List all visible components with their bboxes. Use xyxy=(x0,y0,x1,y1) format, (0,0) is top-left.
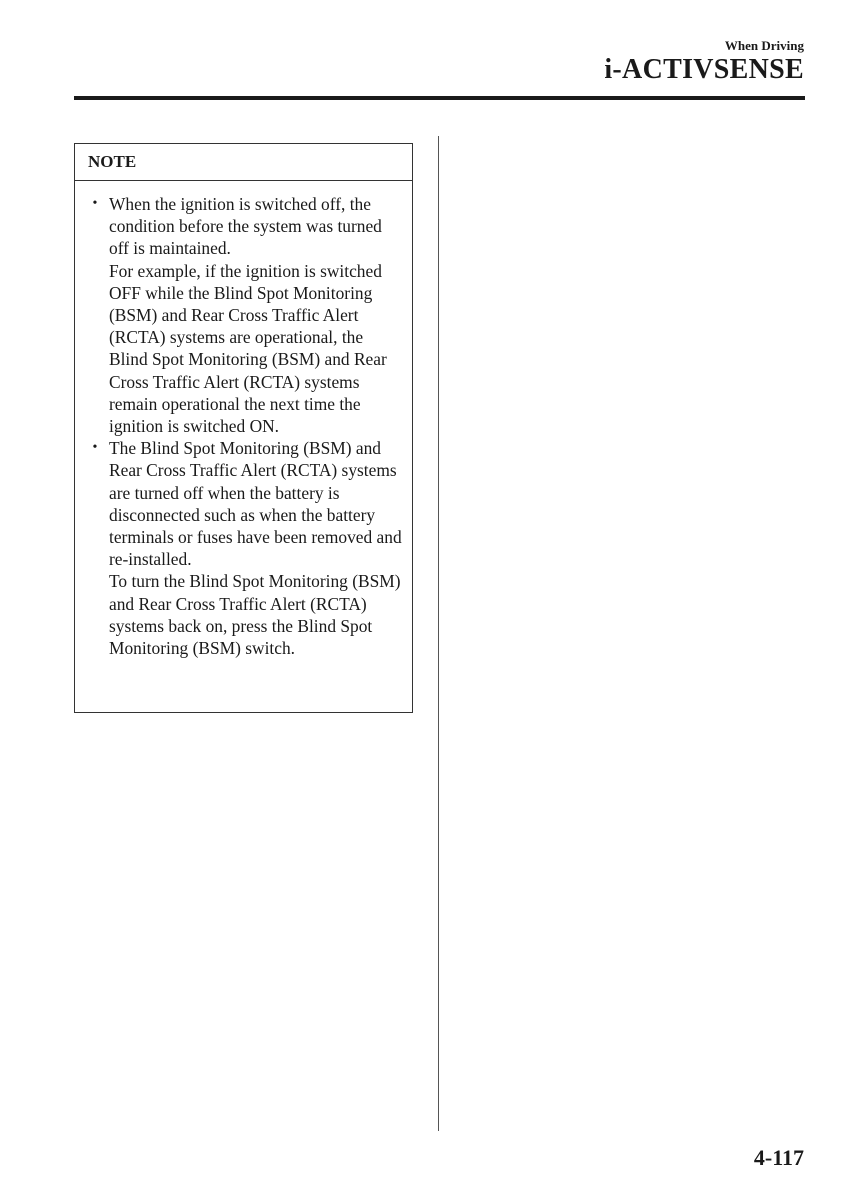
note-paragraph: To turn the Blind Spot Monitoring (BSM) and Rear Cross Traffic Alert (RCTA) systems back on, press the Blind Spot Monitoring (BSM) switch. xyxy=(109,571,401,659)
bullet-icon: • xyxy=(92,196,98,211)
note-heading: NOTE xyxy=(75,144,412,181)
note-paragraph: For example, if the ignition is switched OFF while the Blind Spot Monitoring (BSM) and Rear Cross Traffic Alert (RCTA) systems are operational, the Blind Spot Monitoring (BSM) and Rear Cross Traffic Alert (RCTA) systems remain operational the next time the ignition is switched ON. xyxy=(109,260,387,437)
column-divider xyxy=(438,136,439,1131)
note-box xyxy=(74,143,413,713)
note-item xyxy=(89,193,404,437)
bullet-icon: • xyxy=(92,440,98,456)
section-label: When Driving xyxy=(724,38,804,53)
note-item xyxy=(89,437,404,659)
note-list xyxy=(89,193,404,659)
note-paragraph: The Blind Spot Monitoring (BSM) and Rear Cross Traffic Alert (RCTA) systems are turned off when the battery is disconnected such as when the battery terminals or fuses have been removed and re-installed. xyxy=(109,438,402,570)
header-rule xyxy=(74,96,805,100)
page-number: 4-117 xyxy=(753,1145,804,1170)
page-title: i-ACTIVSENSE xyxy=(604,54,804,85)
note-body xyxy=(75,181,412,659)
note-paragraph: When the ignition is switched off, the condition before the system was turned off is maintained. xyxy=(109,194,382,259)
